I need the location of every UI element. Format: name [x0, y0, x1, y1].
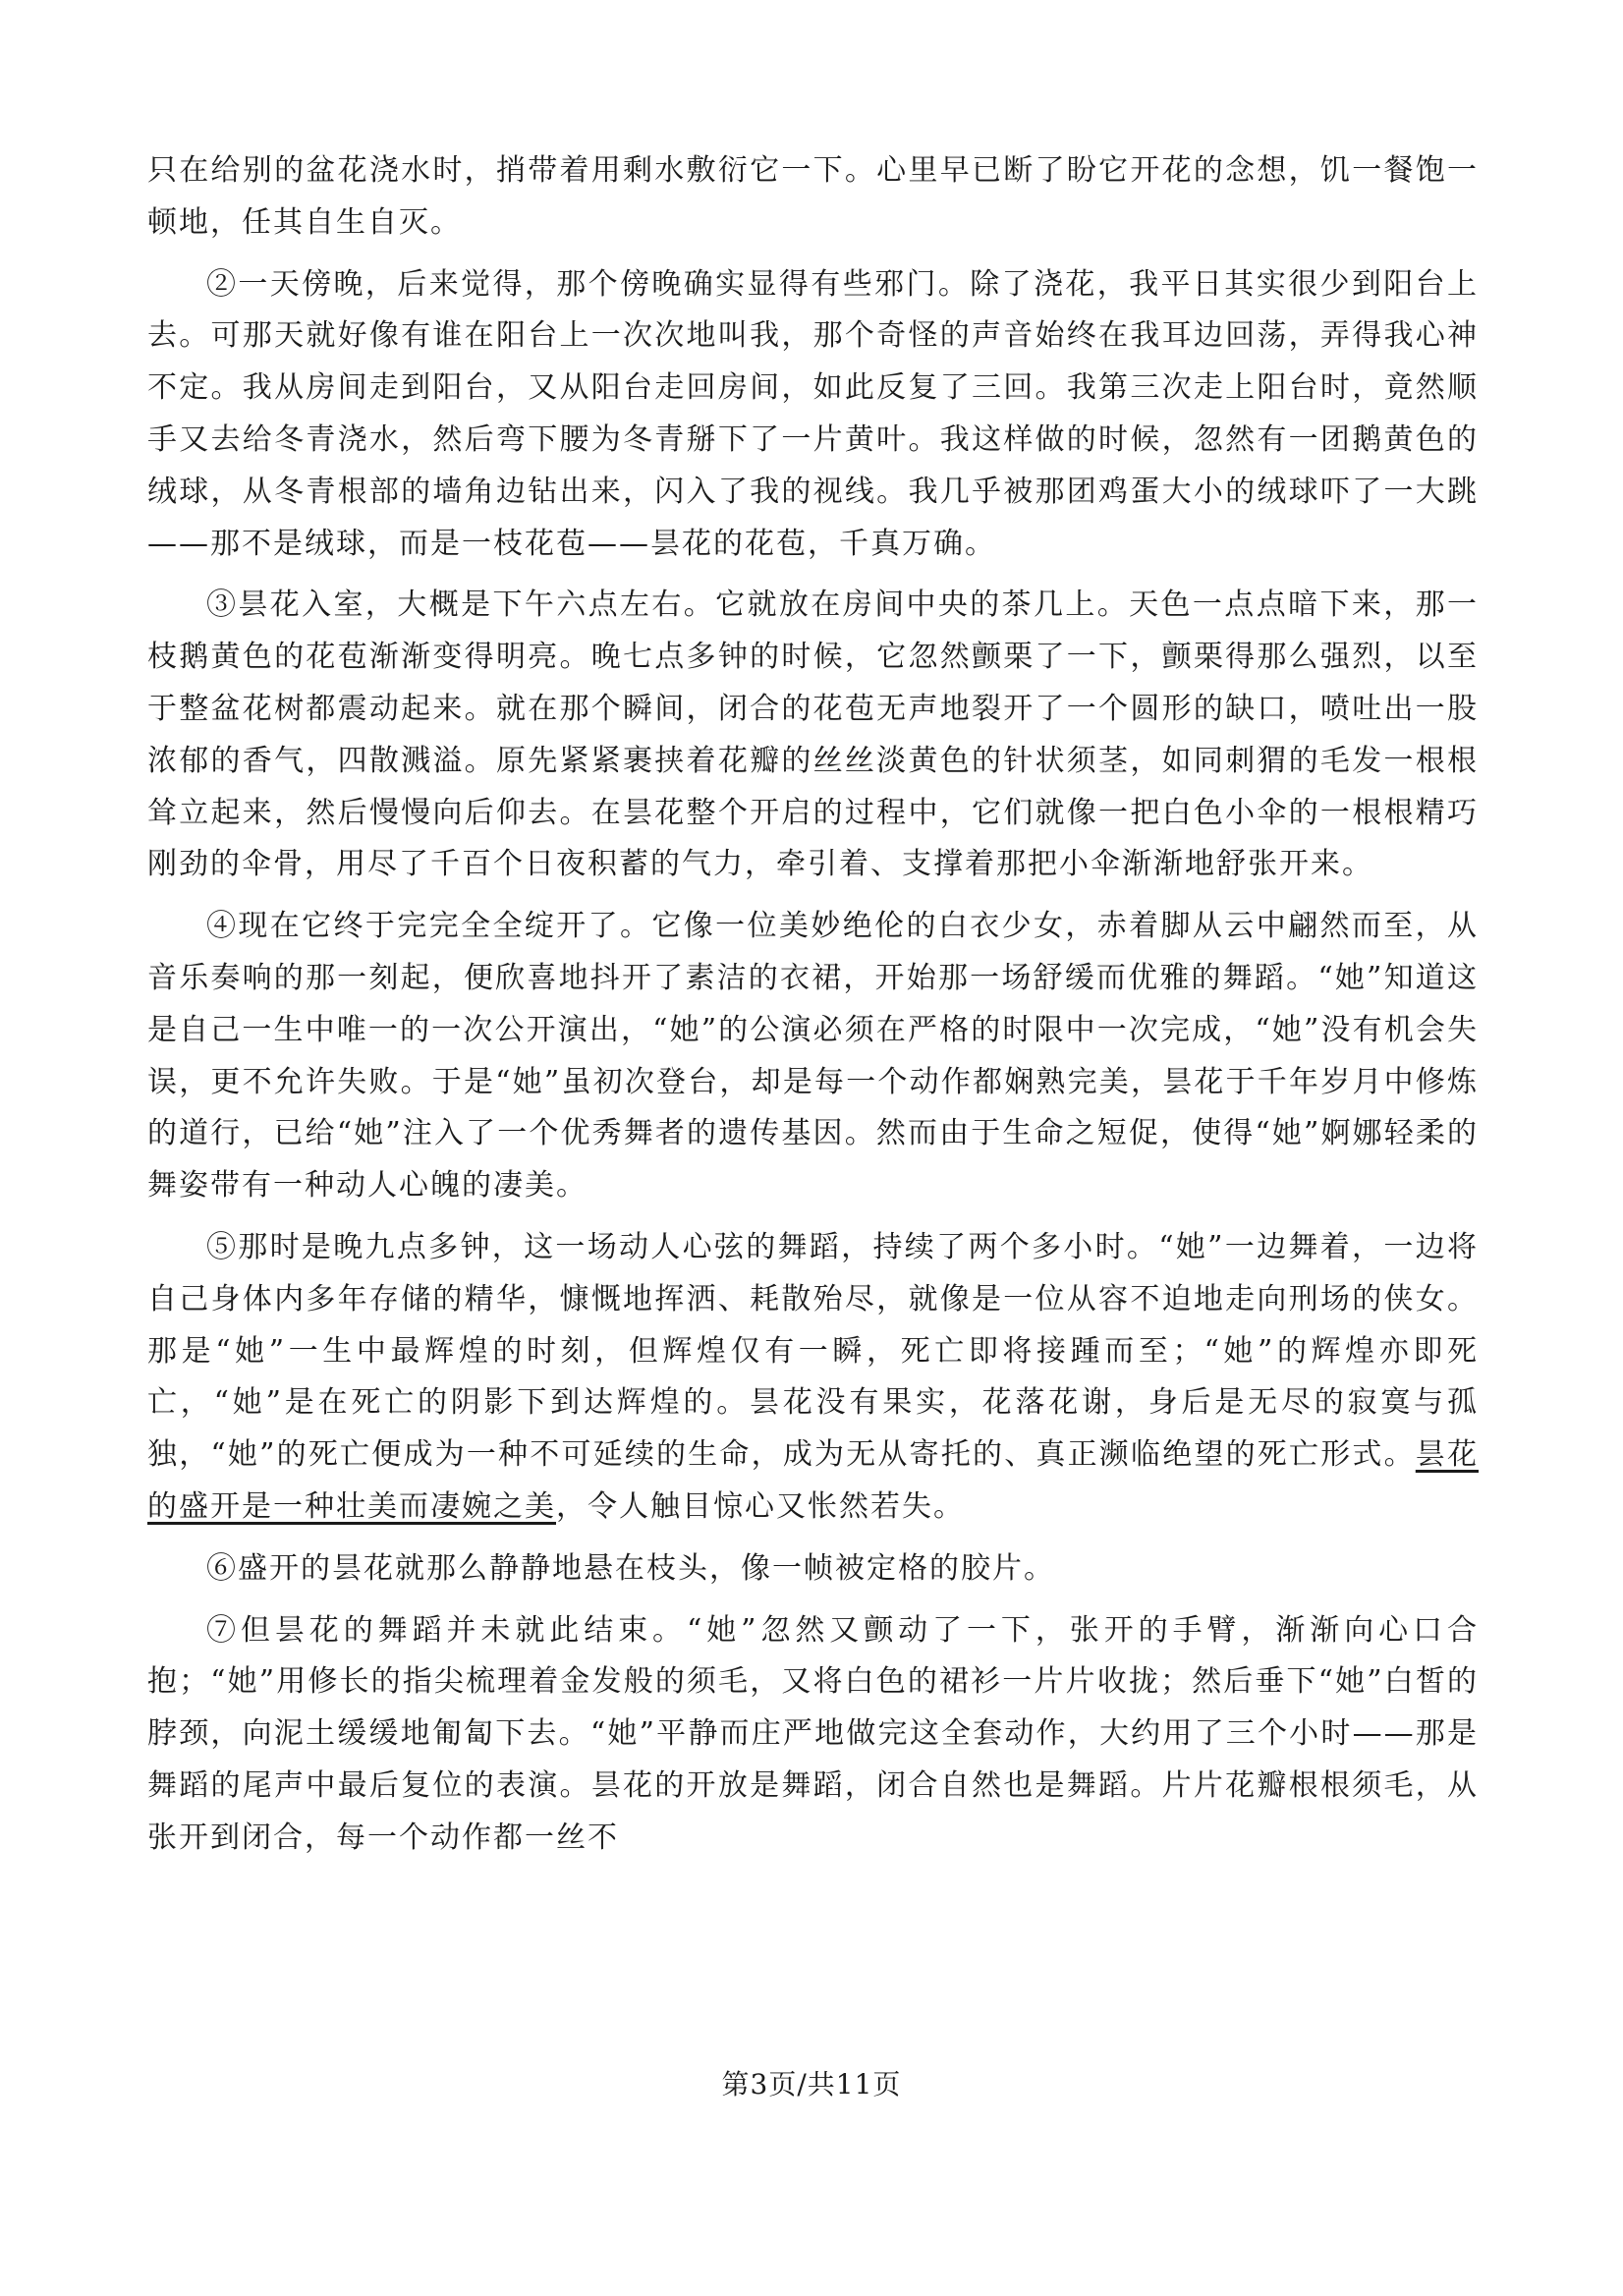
- paragraph-continued: 只在给别的盆花浇水时，捎带着用剩水敷衍它一下。心里早已断了盼它开花的念想，饥一餐饱一顿地，任其自生自灭。: [147, 153, 1479, 240]
- paragraph-5-tail: ，令人触目惊心又怅然若失。: [556, 1488, 965, 1524]
- paragraph-3: ③昙花入室，大概是下午六点左右。它就放在房间中央的茶几上。天色一点点暗下来，那一枝鹅黄色的花苞渐渐变得明亮。晚七点多钟的时候，它忽然颤栗了一下，颤栗得那么强烈，以至于整盆花树都震动起来。就在那个瞬间，闭合的花苞无声地裂开了一个圆形的缺口，喷吐出一股浓郁的香气，四散溅溢。原先紧紧裹挟着花瓣的丝丝淡黄色的针状须茎，如同刺猬的毛发一根根耸立起来，然后慢慢向后仰去。在昙花整个开启的过程中，它们就像一把白色小伞的一根根精巧刚劲的伞骨，用尽了千百个日夜积蓄的气力，牵引着、支撑着那把小伞渐渐地舒张开来。: [147, 588, 1479, 882]
- paragraph-2: ②一天傍晚，后来觉得，那个傍晚确实显得有些邪门。除了浇花，我平日其实很少到阳台上去。可那天就好像有谁在阳台上一次次地叫我，那个奇怪的声音始终在我耳边回荡，弄得我心神不定。我从房间走到阳台，又从阳台走回房间，如此反复了三回。我第三次走上阳台时，竟然顺手又去给冬青浇水，然后弯下腰为冬青掰下了一片黄叶。我这样做的时候，忽然有一团鹅黄色的绒球，从冬青根部的墙角边钻出来，闪入了我的视线。我几乎被那团鸡蛋大小的绒球吓了一大跳——那不是绒球，而是一枝花苞——昙花的花苞，千真万确。: [147, 266, 1479, 561]
- paragraph-5: [147, 1222, 1479, 1534]
- page-number: 第3页/共11页: [721, 2068, 902, 2100]
- document-body: [147, 145, 1479, 1865]
- underlined-sentence: 昙花的盛开是一种壮美而凄婉之美: [147, 1437, 1479, 1524]
- paragraph-5-text: ⑤那时是晚九点多钟，这一场动人心弦的舞蹈，持续了两个多小时。“她”一边舞着，一边将自己身体内多年存储的精华，慷慨地挥洒、耗散殆尽，就像是一位从容不迫地走向刑场的侠女。那是“她”一生中最辉煌的时刻，但辉煌仅有一瞬，死亡即将接踵而至；“她”的辉煌亦即死亡，“她”是在死亡的阴影下到达辉煌的。昙花没有果实，花落花谢，身后是无尽的寂寞与孤独，“她”的死亡便成为一种不可延续的生命，成为无从寄托的、真正濒临绝望的死亡形式。: [147, 1229, 1479, 1473]
- paragraph-4: ④现在它终于完完全全绽开了。它像一位美妙绝伦的白衣少女，赤着脚从云中翩然而至，从音乐奏响的那一刻起，便欣喜地抖开了素洁的衣裙，开始那一场舒缓而优雅的舞蹈。“她”知道这是自己一生中唯一的一次公开演出，“她”的公演必须在严格的时限中一次完成，“她”没有机会失误，更不允许失败。于是“她”虽初次登台，却是每一个动作都娴熟完美，昙花于千年岁月中修炼的道行，已给“她”注入了一个优秀舞者的遗传基因。然而由于生命之短促，使得“她”婀娜轻柔的舞姿带有一种动人心魄的凄美。: [147, 909, 1479, 1204]
- paragraph-7: ⑦但昙花的舞蹈并未就此结束。“她”忽然又颤动了一下，张开的手臂，渐渐向心口合抱；“她”用修长的指尖梳理着金发般的须毛，又将白色的裙衫一片片收拢；然后垂下“她”白皙的脖颈，向泥土缓缓地匍匐下去。“她”平静而庄严地做完这全套动作，大约用了三个小时——那是舞蹈的尾声中最后复位的表演。昙花的开放是舞蹈，闭合自然也是舞蹈。片片花瓣根根须毛，从张开到闭合，每一个动作都一丝不: [147, 1612, 1479, 1855]
- paragraph-6: ⑥盛开的昙花就那么静静地悬在枝头，像一帧被定格的胶片。: [206, 1550, 1055, 1586]
